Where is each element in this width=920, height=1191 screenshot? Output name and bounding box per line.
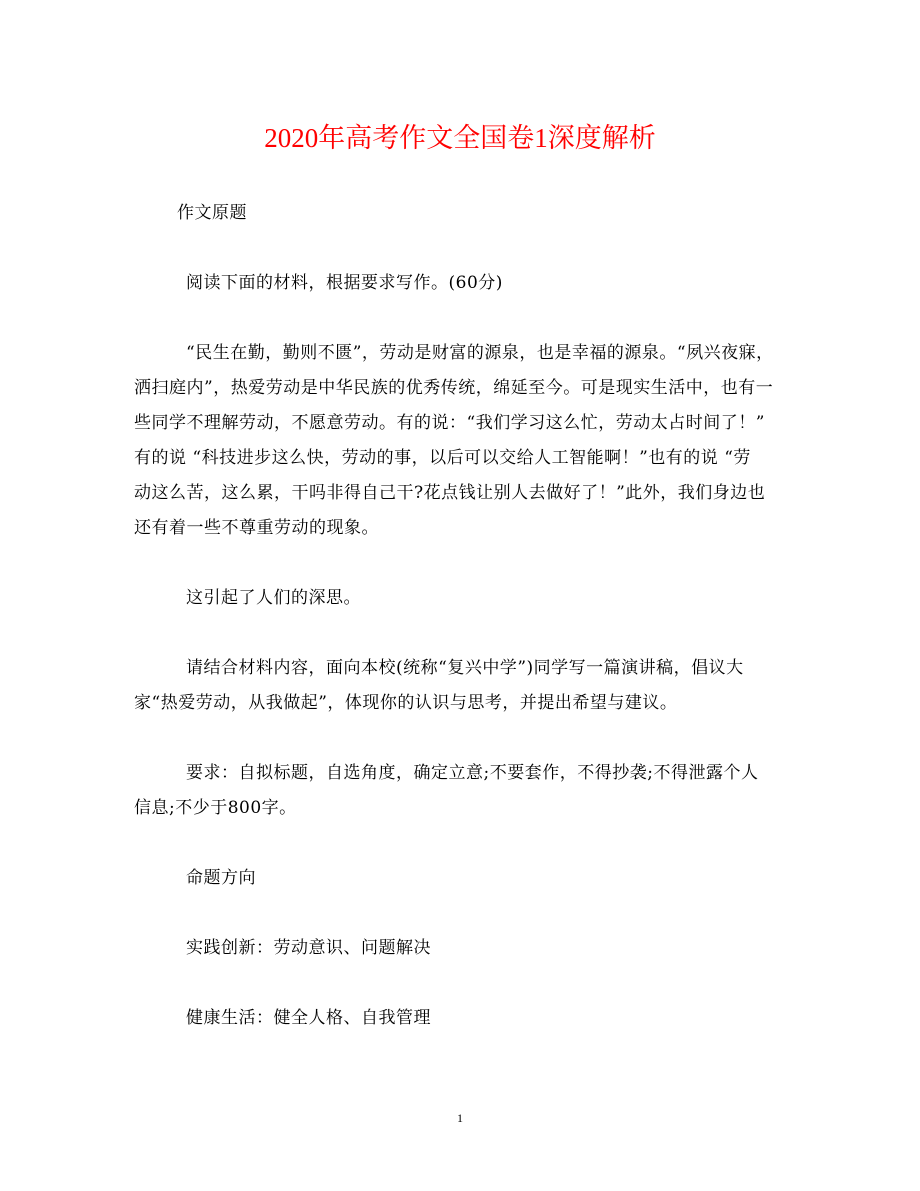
requirements-line: 信息;不少于800字。 (134, 798, 297, 818)
task-line: 请结合材料内容，面向本校(统称“复兴中学”)同学写一篇演讲稿，倡议大 (186, 658, 744, 678)
instruction-text: 阅读下面的材料，根据要求写作。(60分) (186, 273, 503, 293)
requirements-line: 要求：自拟标题，自选角度，确定立意;不要套作，不得抄袭;不得泄露个人 (186, 763, 759, 783)
task-paragraph (134, 651, 790, 721)
direction-item (134, 931, 790, 966)
original-heading-text: 作文原题 (177, 203, 247, 223)
material-paragraph (134, 336, 790, 546)
material-line: 还有着一些不尊重劳动的现象。 (134, 518, 379, 538)
material-line: 有的说 “科技进步这么快，劳动的事，以后可以交给人工智能啊！”也有的说 “劳 (134, 448, 751, 468)
material-line: 动这么苦，这么累，干吗非得自己干?花点钱让别人去做好了！”此外，我们身边也 (134, 483, 766, 503)
task-line: 家“热爱劳动，从我做起”，体现你的认识与思考，并提出希望与建议。 (134, 693, 678, 713)
material-line: 洒扫庭内”，热爱劳动是中华民族的优秀传统，绵延至今。可是现实生活中，也有一 (134, 378, 774, 398)
requirements-paragraph (134, 756, 790, 826)
instruction-paragraph (134, 266, 790, 301)
direction-item (134, 1001, 790, 1036)
original-heading (134, 196, 790, 231)
direction-item-text: 实践创新：劳动意识、问题解决 (186, 938, 431, 958)
direction-heading-text: 命题方向 (186, 868, 256, 888)
page-number: 1 (457, 1111, 463, 1125)
document-title: 2020年高考作文全国卷1深度解析 (264, 123, 656, 153)
material-line: “民生在勤，勤则不匮”，劳动是财富的源泉，也是幸福的源泉。“夙兴夜寐， (186, 343, 774, 363)
direction-heading (134, 861, 790, 896)
material-line: 些同学不理解劳动，不愿意劳动。有的说：“我们学习这么忙，劳动太占时间了！” (134, 413, 765, 433)
reflection-text: 这引起了人们的深思。 (186, 588, 361, 608)
reflection-paragraph (134, 581, 790, 616)
direction-item-text: 健康生活：健全人格、自我管理 (186, 1008, 431, 1028)
